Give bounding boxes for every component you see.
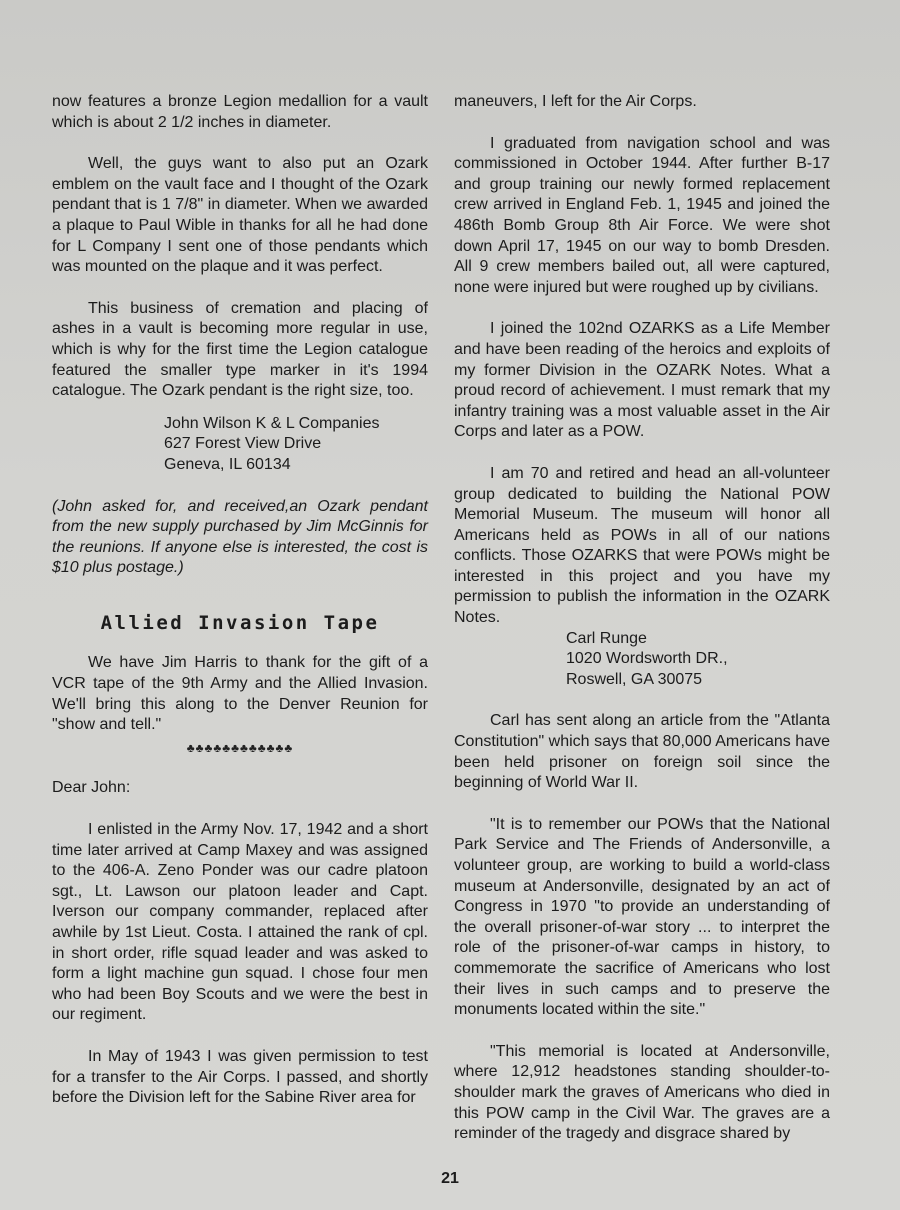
paragraph: I enlisted in the Army Nov. 17, 1942 and a short time later arrived at Camp Maxey and was assigned to the 406-A. Zeno Ponder was our cadre platoon sgt., Lt. Lawson our platoon leader and Capt. Iverson our company commander, replaced after awhile by 1st Lieut. Costa. I attained the rank of cpl. in short order, rifle squad leader and was asked to form a light machine gun squad. I chose four men who had been Boy Scouts and we were the best in our regiment. (52, 821, 428, 1024)
signature-name: Carl Runge (566, 629, 647, 647)
signature-name: John Wilson K & L Companies (164, 414, 380, 432)
paragraph: In May of 1943 I was given permission to test for a transfer to the Air Corps. I passed, and shortly before the Division left for the Sabine River area for (52, 1047, 428, 1107)
ornament-divider: ♣♣♣♣♣♣♣♣♣♣♣♣ (186, 740, 294, 755)
editor-note: (John asked for, and received,an Ozark pendant from the new supply purchased by Jim McGinnis for the reunions. If anyone else is interested, the cost is $10 plus postage.) (52, 497, 428, 577)
paragraph: Well, the guys want to also put an Ozark emblem on the vault face and I thought of the Ozark pendant that is 1 7/8" in diameter. When we awarded a plaque to Paul Wible in thanks for all he had done for L Company I sent one of those pendants which was mounted on the plaque and it was perfect. (52, 155, 428, 276)
section-heading: Allied Invasion Tape (100, 611, 380, 634)
right-column (454, 92, 830, 1145)
signature-city: Roswell, GA 30075 (566, 670, 703, 688)
page-number: 21 (441, 1170, 459, 1187)
signature-block (52, 414, 428, 476)
paragraph: I graduated from navigation school and was commissioned in October 1944. After further B-17 and group training our newly formed replacement crew arrived in England Feb. 1, 1945 and joined the 486th Bomb Group 8th Air Force. We were shot down April 17, 1945 on our way to bomb Dresden. All 9 crew members bailed out, all were captured, none were injured but were roughed up by civilians. (454, 134, 830, 296)
signature-street: 1020 Wordsworth DR., (566, 650, 728, 668)
salutation: Dear John: (52, 779, 131, 797)
signature-street: 627 Forest View Drive (164, 435, 322, 453)
paragraph: I am 70 and retired and head an all-volunteer group dedicated to building the National POW Memorial Museum. The museum will honor all Americans held as POWs in all of our nations conflicts. Those OZARKS that were POWs might be interested in this project and you have my permission to publish the information in the OZARK Notes. (454, 464, 830, 627)
paragraph: maneuvers, I left for the Air Corps. (454, 93, 697, 110)
signature-city: Geneva, IL 60134 (164, 455, 291, 473)
paragraph: This business of cremation and placing of ashes in a vault is becoming more regular in use, which is why for the first time the Legion catalogue featured the smaller type marker in it's 1994 catalogue. The Ozark pendant is the right size, too. (52, 299, 428, 400)
paragraph: Carl has sent along an article from the "Atlanta Constitution" which says that 80,000 Americans have been held prisoner on foreign soil since the beginning of World War II. (454, 712, 830, 792)
left-column (52, 92, 428, 1109)
paragraph: We have Jim Harris to thank for the gift of a VCR tape of the 9th Army and the Allied Invasion. We'll bring this along to the Denver Reunion for "show and tell." (52, 654, 428, 734)
paragraph: now features a bronze Legion medallion for a vault which is about 2 1/2 inches in diameter. (52, 93, 428, 131)
signature-block (454, 629, 830, 691)
paragraph: "It is to remember our POWs that the National Park Service and The Friends of Andersonville, a volunteer group, are working to build a world-class museum at Andersonville, designated by an act of Congress in 1970 "to provide an understanding of the overall prisoner-of-war story ... to interpret the role of the prisoner-of-war camps in history, to commemorate the sacrifice of Americans who lost their lives in such camps and to preserve the monuments located within the site." (454, 815, 830, 1019)
paragraph: I joined the 102nd OZARKS as a Life Member and have been reading of the heroics and exploits of my former Division in the OZARK Notes. What a proud record of achievement. I must remark that my infantry training was a most valuable asset in the Air Corps and later as a POW. (454, 320, 830, 441)
paragraph: "This memorial is located at Andersonville, where 12,912 headstones standing shoulder-to-shoulder mark the graves of Americans who died in this POW camp in the Civil War. The graves are a reminder of the tragedy and disgrace shared by (454, 1042, 830, 1143)
